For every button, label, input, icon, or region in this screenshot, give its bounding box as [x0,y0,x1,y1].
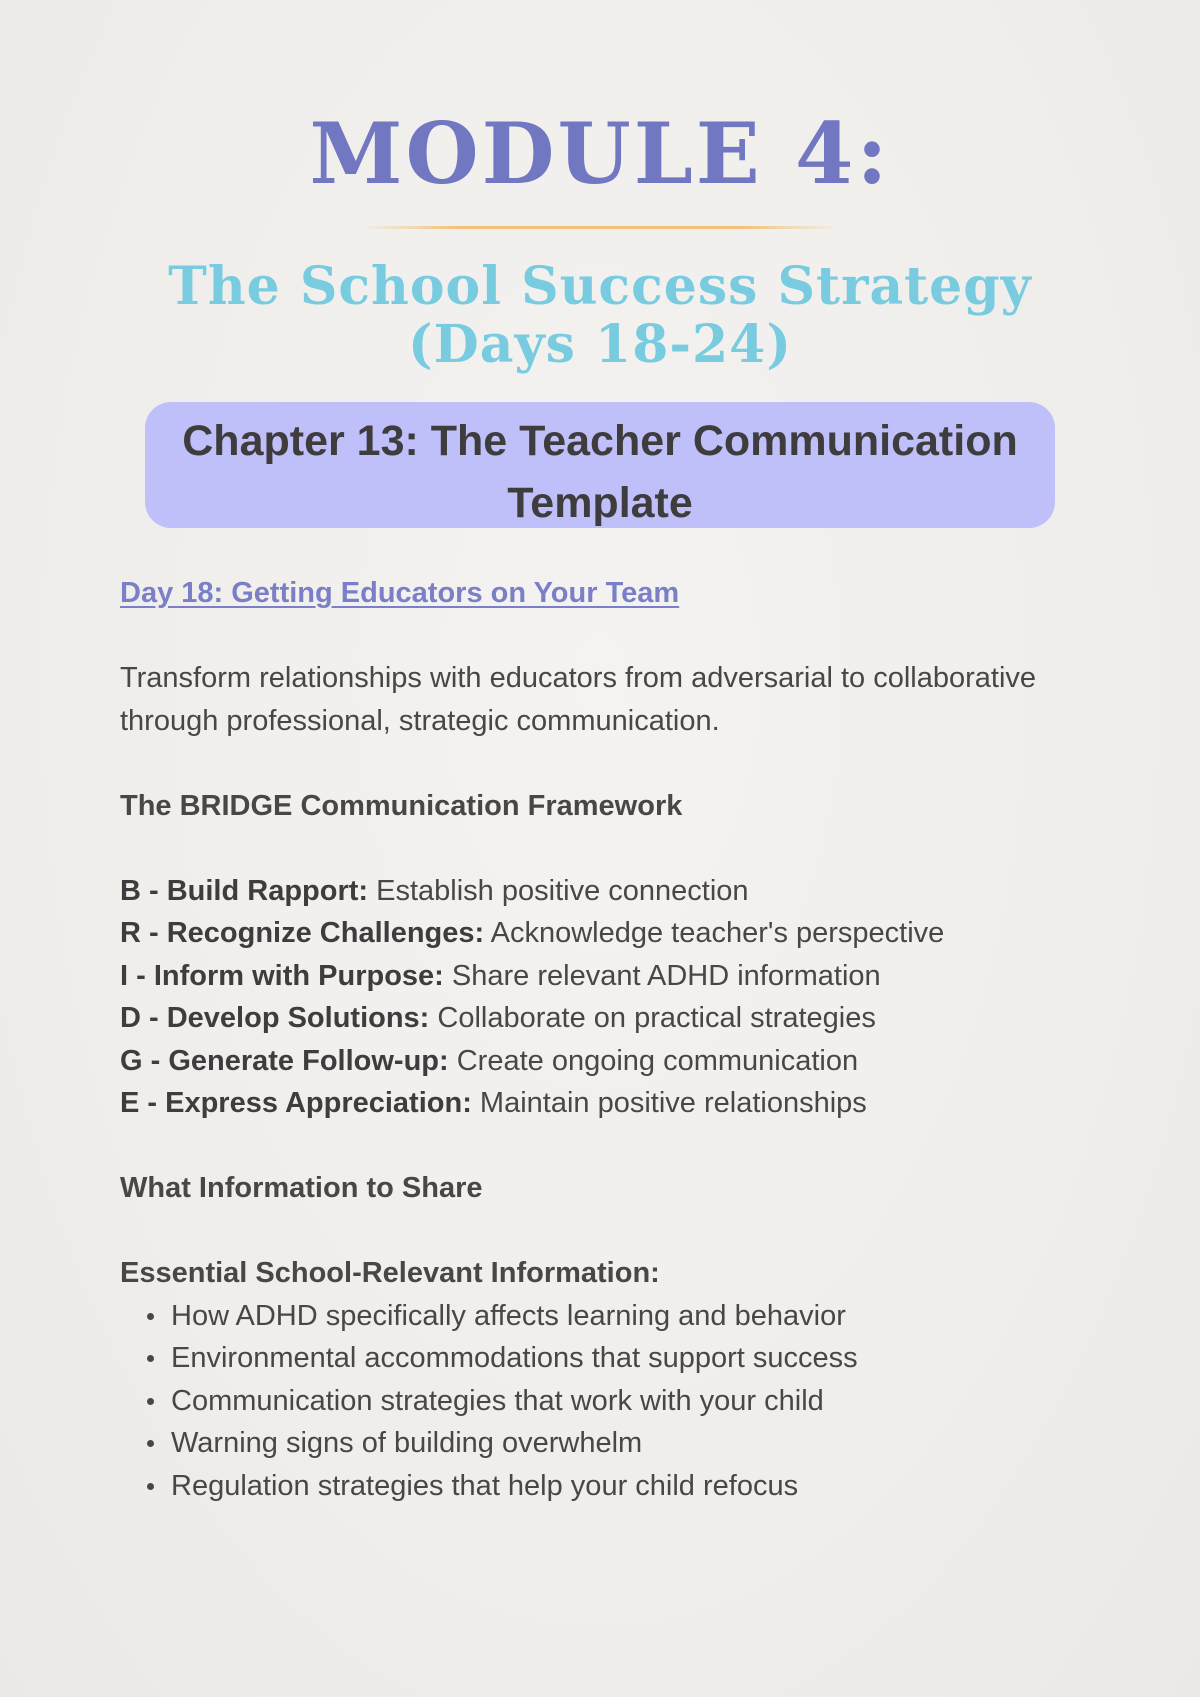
share-heading: What Information to Share [120,1172,483,1204]
framework-desc: Establish positive connection [368,874,749,907]
essential-info-list [120,1295,1100,1508]
chapter-banner [145,402,1055,528]
framework-desc: Acknowledge teacher's perspective [484,917,945,949]
chapter-title-line-2: Template [507,479,693,527]
subtitle-line-2: (Days 18-24) [408,314,792,375]
framework-desc: Create ongoing communication [448,1044,859,1077]
framework-term: G - Generate Follow-up: [120,1044,449,1077]
list-item: Communication strategies that work with your child [120,1380,1100,1423]
list-item: Environmental accommodations that support success [120,1337,1100,1380]
list-item: Regulation strategies that help your child refocus [120,1465,1100,1508]
bridge-framework-list [120,870,1100,1125]
essential-info-heading: Essential School-Relevant Information: [120,1257,660,1289]
list-item: How ADHD specifically affects learning and behavior [120,1295,1100,1338]
framework-item [120,870,1100,913]
framework-item [120,997,1100,1040]
title-divider [362,226,838,229]
framework-term: I - Inform with Purpose: [120,959,444,992]
module-title: MODULE 4: [309,104,891,203]
framework-term: R - Recognize Challenges: [120,917,485,949]
framework-heading: The BRIDGE Communication Framework [120,789,683,822]
subtitle-line-1: The School Success Strategy [168,256,1032,317]
module-subtitle [0,258,1200,374]
framework-item [120,912,1100,955]
framework-item [120,1082,1100,1125]
chapter-title-line-1: Chapter 13: The Teacher Communication [182,417,1018,465]
framework-item [120,1040,1100,1083]
framework-desc: Maintain positive relationships [471,1087,867,1119]
main-content [120,572,1100,1507]
framework-desc: Collaborate on practical strategies [429,1002,876,1034]
framework-desc: Share relevant ADHD information [443,959,881,992]
intro-paragraph: Transform relationships with educators from adversarial to collaborative through professional, strategic communication. [120,662,1037,737]
framework-item [120,955,1100,998]
day-heading-link[interactable]: Day 18: Getting Educators on Your Team [120,577,680,609]
framework-term: B - Build Rapport: [120,874,369,907]
framework-term: D - Develop Solutions: [120,1002,430,1034]
list-item: Warning signs of building overwhelm [120,1422,1100,1465]
framework-term: E - Express Appreciation: [120,1087,472,1119]
